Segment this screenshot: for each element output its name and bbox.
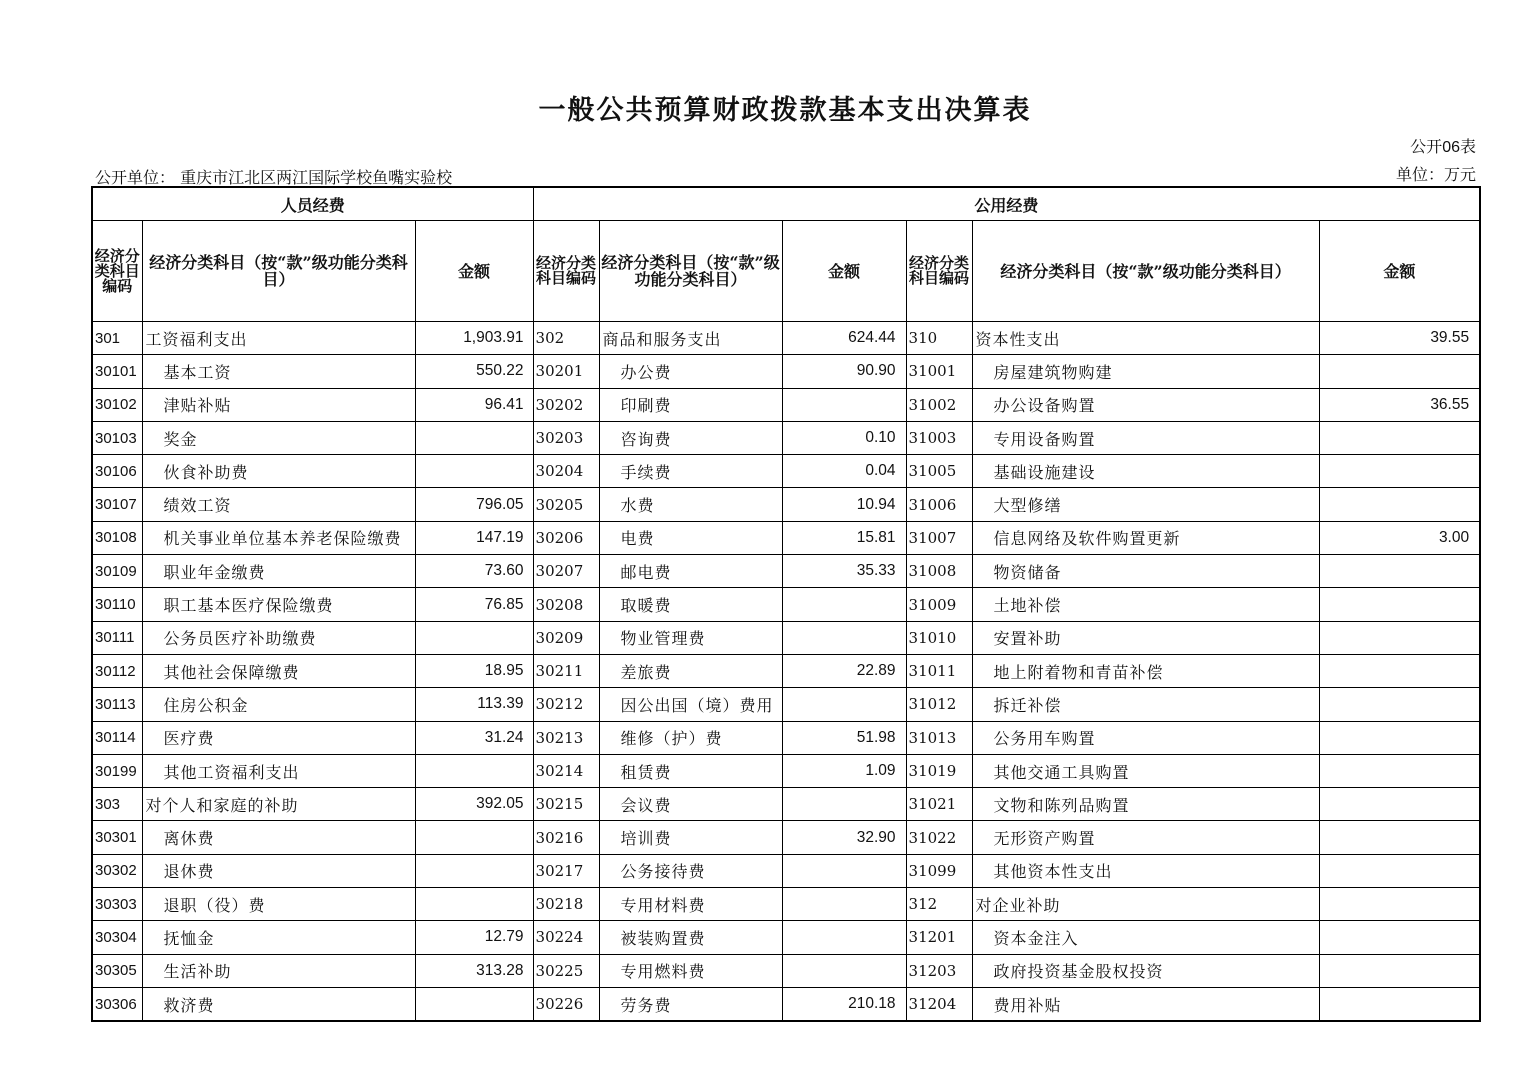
row-code-personnel: 30302: [92, 854, 142, 887]
row-amount-personnel: [415, 621, 533, 654]
row-code-personnel: 30114: [92, 721, 142, 754]
row-name-capital: 信息网络及软件购置更新: [972, 521, 1319, 554]
row-amount-personnel: 796.05: [415, 488, 533, 521]
row-name-goods: 商品和服务支出: [599, 322, 782, 355]
row-name-capital: 资本性支出: [972, 322, 1319, 355]
row-code-goods: 30214: [533, 754, 599, 787]
table-row: [92, 621, 1480, 654]
table-row: [92, 821, 1480, 854]
row-name-capital: 费用补贴: [972, 987, 1319, 1021]
row-name-capital: 房屋建筑物购建: [972, 355, 1319, 388]
row-name-capital: 办公设备购置: [972, 388, 1319, 421]
row-amount-capital: [1319, 488, 1480, 521]
column-header-name: 经济分类科目（按“款”级功能分类科目）: [599, 221, 782, 322]
row-code-personnel: 30301: [92, 821, 142, 854]
row-code-capital: 31022: [906, 821, 972, 854]
row-name-personnel: 医疗费: [142, 721, 415, 754]
row-name-goods: 租赁费: [599, 754, 782, 787]
row-amount-personnel: 147.19: [415, 521, 533, 554]
row-code-goods: 30224: [533, 921, 599, 954]
row-name-goods: 维修（护）费: [599, 721, 782, 754]
row-name-goods: 劳务费: [599, 987, 782, 1021]
row-code-personnel: 303: [92, 788, 142, 821]
row-code-capital: 31007: [906, 521, 972, 554]
row-code-capital: 31011: [906, 654, 972, 687]
row-amount-capital: [1319, 421, 1480, 454]
row-name-personnel: 绩效工资: [142, 488, 415, 521]
row-name-capital: 土地补偿: [972, 588, 1319, 621]
row-code-goods: 30207: [533, 555, 599, 588]
row-amount-goods: [782, 388, 906, 421]
row-amount-goods: 10.94: [782, 488, 906, 521]
row-amount-capital: [1319, 854, 1480, 887]
row-code-personnel: 30112: [92, 654, 142, 687]
row-name-capital: 资本金注入: [972, 921, 1319, 954]
row-code-goods: 30203: [533, 421, 599, 454]
row-code-goods: 30201: [533, 355, 599, 388]
table-body: [92, 322, 1480, 1022]
row-code-personnel: 30109: [92, 555, 142, 588]
row-name-goods: 水费: [599, 488, 782, 521]
row-code-goods: 302: [533, 322, 599, 355]
row-name-capital: 地上附着物和青苗补偿: [972, 654, 1319, 687]
row-amount-goods: [782, 621, 906, 654]
row-code-personnel: 30111: [92, 621, 142, 654]
row-code-personnel: 30107: [92, 488, 142, 521]
row-code-goods: 30213: [533, 721, 599, 754]
row-amount-goods: 624.44: [782, 322, 906, 355]
row-code-capital: 31008: [906, 555, 972, 588]
row-name-personnel: 退职（役）费: [142, 888, 415, 921]
row-name-personnel: 职工基本医疗保险缴费: [142, 588, 415, 621]
row-amount-personnel: 18.95: [415, 654, 533, 687]
table-row: [92, 555, 1480, 588]
row-code-goods: 30211: [533, 654, 599, 687]
row-code-personnel: 30113: [92, 688, 142, 721]
table-row: [92, 721, 1480, 754]
row-amount-personnel: 313.28: [415, 954, 533, 987]
row-code-capital: 31006: [906, 488, 972, 521]
row-name-capital: 其他交通工具购置: [972, 754, 1319, 787]
row-code-capital: 312: [906, 888, 972, 921]
row-amount-capital: [1319, 588, 1480, 621]
row-code-capital: 31005: [906, 455, 972, 488]
row-name-personnel: 生活补助: [142, 954, 415, 987]
row-code-personnel: 30303: [92, 888, 142, 921]
row-amount-personnel: [415, 455, 533, 488]
row-name-goods: 被装购置费: [599, 921, 782, 954]
table-row: [92, 521, 1480, 554]
form-number-prefix: 公开: [1410, 137, 1443, 156]
table-row: [92, 421, 1480, 454]
row-name-capital: 大型修缮: [972, 488, 1319, 521]
row-amount-capital: [1319, 654, 1480, 687]
row-name-personnel: 退休费: [142, 854, 415, 887]
row-name-goods: 咨询费: [599, 421, 782, 454]
row-name-personnel: 伙食补助费: [142, 455, 415, 488]
table-row: [92, 921, 1480, 954]
row-code-capital: 31002: [906, 388, 972, 421]
row-amount-goods: 32.90: [782, 821, 906, 854]
row-name-goods: 会议费: [599, 788, 782, 821]
currency-unit: 单位：万元: [1395, 165, 1476, 184]
row-amount-goods: 22.89: [782, 654, 906, 687]
table-row: [92, 355, 1480, 388]
column-header-code: 经济分类科目编码: [533, 221, 599, 322]
row-amount-goods: 90.90: [782, 355, 906, 388]
row-code-capital: 31204: [906, 987, 972, 1021]
row-name-personnel: 奖金: [142, 421, 415, 454]
row-amount-capital: [1319, 555, 1480, 588]
row-name-capital: 无形资产购置: [972, 821, 1319, 854]
row-amount-personnel: [415, 421, 533, 454]
row-code-personnel: 30110: [92, 588, 142, 621]
row-name-capital: 公务用车购置: [972, 721, 1319, 754]
row-amount-personnel: [415, 987, 533, 1021]
row-name-goods: 电费: [599, 521, 782, 554]
row-code-personnel: 30102: [92, 388, 142, 421]
row-name-goods: 办公费: [599, 355, 782, 388]
column-header-name: 经济分类科目（按“款”级功能分类科目）: [972, 221, 1319, 322]
row-code-capital: 31021: [906, 788, 972, 821]
row-name-goods: 邮电费: [599, 555, 782, 588]
row-name-capital: 对企业补助: [972, 888, 1319, 921]
row-amount-personnel: 113.39: [415, 688, 533, 721]
row-code-personnel: 30304: [92, 921, 142, 954]
row-amount-goods: [782, 588, 906, 621]
table-row: [92, 987, 1480, 1021]
row-amount-goods: [782, 854, 906, 887]
row-name-goods: 专用燃料费: [599, 954, 782, 987]
row-amount-capital: 39.55: [1319, 322, 1480, 355]
row-code-goods: 30225: [533, 954, 599, 987]
row-amount-goods: 210.18: [782, 987, 906, 1021]
row-amount-personnel: [415, 888, 533, 921]
row-code-personnel: 30103: [92, 421, 142, 454]
row-name-goods: 专用材料费: [599, 888, 782, 921]
row-code-goods: 30209: [533, 621, 599, 654]
row-name-personnel: 公务员医疗补助缴费: [142, 621, 415, 654]
row-code-capital: 31001: [906, 355, 972, 388]
row-code-goods: 30205: [533, 488, 599, 521]
row-amount-personnel: 1,903.91: [415, 322, 533, 355]
row-name-goods: 取暖费: [599, 588, 782, 621]
page-title: 一般公共预算财政拨款基本支出决算表: [538, 95, 1032, 126]
row-amount-goods: 0.04: [782, 455, 906, 488]
row-name-capital: 专用设备购置: [972, 421, 1319, 454]
row-code-capital: 31203: [906, 954, 972, 987]
row-name-personnel: 津贴补贴: [142, 388, 415, 421]
row-amount-personnel: 31.24: [415, 721, 533, 754]
row-name-capital: 拆迁补偿: [972, 688, 1319, 721]
row-name-capital: 安置补助: [972, 621, 1319, 654]
row-name-personnel: 机关事业单位基本养老保险缴费: [142, 521, 415, 554]
row-amount-goods: 15.81: [782, 521, 906, 554]
row-name-personnel: 基本工资: [142, 355, 415, 388]
table-row: [92, 455, 1480, 488]
row-name-personnel: 其他工资福利支出: [142, 754, 415, 787]
table-row: [92, 654, 1480, 687]
row-code-goods: 30217: [533, 854, 599, 887]
table-row: [92, 954, 1480, 987]
row-code-goods: 30206: [533, 521, 599, 554]
row-code-personnel: 30199: [92, 754, 142, 787]
row-code-personnel: 30306: [92, 987, 142, 1021]
row-code-capital: 31019: [906, 754, 972, 787]
form-number-value: 06: [1442, 139, 1460, 156]
row-amount-goods: [782, 888, 906, 921]
table-row: [92, 854, 1480, 887]
reporting-unit: 公开单位： 重庆市江北区两江国际学校鱼嘴实验校: [95, 168, 453, 187]
row-amount-capital: [1319, 754, 1480, 787]
row-amount-capital: 36.55: [1319, 388, 1480, 421]
table-row: [92, 788, 1480, 821]
row-amount-personnel: 76.85: [415, 588, 533, 621]
form-number: [1410, 134, 1476, 157]
row-name-goods: 因公出国（境）费用: [599, 688, 782, 721]
row-amount-goods: [782, 788, 906, 821]
row-amount-goods: 0.10: [782, 421, 906, 454]
row-amount-capital: [1319, 888, 1480, 921]
row-code-goods: 30202: [533, 388, 599, 421]
table-row: [92, 588, 1480, 621]
row-amount-personnel: 96.41: [415, 388, 533, 421]
table-row: [92, 388, 1480, 421]
row-name-goods: 公务接待费: [599, 854, 782, 887]
table-row: [92, 888, 1480, 921]
row-name-capital: 其他资本性支出: [972, 854, 1319, 887]
row-amount-goods: [782, 921, 906, 954]
row-amount-goods: [782, 954, 906, 987]
row-amount-personnel: [415, 854, 533, 887]
row-name-capital: 政府投资基金股权投资: [972, 954, 1319, 987]
row-name-personnel: 救济费: [142, 987, 415, 1021]
row-amount-personnel: 12.79: [415, 921, 533, 954]
row-amount-capital: [1319, 455, 1480, 488]
row-name-personnel: 职业年金缴费: [142, 555, 415, 588]
row-code-personnel: 30305: [92, 954, 142, 987]
row-code-capital: 31009: [906, 588, 972, 621]
row-code-goods: 30216: [533, 821, 599, 854]
row-name-capital: 物资储备: [972, 555, 1319, 588]
row-name-goods: 差旅费: [599, 654, 782, 687]
row-code-goods: 30215: [533, 788, 599, 821]
row-name-capital: 基础设施建设: [972, 455, 1319, 488]
row-amount-goods: 1.09: [782, 754, 906, 787]
row-amount-personnel: [415, 821, 533, 854]
row-amount-personnel: [415, 754, 533, 787]
row-name-personnel: 工资福利支出: [142, 322, 415, 355]
row-name-personnel: 住房公积金: [142, 688, 415, 721]
expenditure-table: [91, 186, 1481, 1022]
table-row: [92, 754, 1480, 787]
row-amount-capital: [1319, 688, 1480, 721]
row-amount-personnel: 73.60: [415, 555, 533, 588]
row-name-goods: 培训费: [599, 821, 782, 854]
row-name-goods: 手续费: [599, 455, 782, 488]
row-code-goods: 30204: [533, 455, 599, 488]
row-code-personnel: 30106: [92, 455, 142, 488]
row-name-goods: 印刷费: [599, 388, 782, 421]
row-code-capital: 31201: [906, 921, 972, 954]
row-code-goods: 30208: [533, 588, 599, 621]
row-code-goods: 30212: [533, 688, 599, 721]
table-row: [92, 488, 1480, 521]
row-code-personnel: 30108: [92, 521, 142, 554]
row-amount-personnel: 392.05: [415, 788, 533, 821]
row-name-personnel: 离休费: [142, 821, 415, 854]
column-header-code: 经济分类科目编码: [92, 221, 142, 322]
row-amount-capital: [1319, 355, 1480, 388]
row-code-personnel: 30101: [92, 355, 142, 388]
row-amount-capital: [1319, 921, 1480, 954]
row-code-capital: 31013: [906, 721, 972, 754]
column-header-code: 经济分类科目编码: [906, 221, 972, 322]
column-header-amount: 金额: [415, 221, 533, 322]
row-code-capital: 310: [906, 322, 972, 355]
row-amount-capital: 3.00: [1319, 521, 1480, 554]
table-row: [92, 322, 1480, 355]
row-code-capital: 31003: [906, 421, 972, 454]
group-public-header: 公用经费: [533, 187, 1480, 221]
row-amount-goods: [782, 688, 906, 721]
row-amount-capital: [1319, 954, 1480, 987]
row-amount-capital: [1319, 788, 1480, 821]
row-amount-capital: [1319, 821, 1480, 854]
row-amount-capital: [1319, 987, 1480, 1021]
column-header-amount: 金额: [782, 221, 906, 322]
row-amount-personnel: 550.22: [415, 355, 533, 388]
group-personnel-header: 人员经费: [92, 187, 533, 221]
row-amount-capital: [1319, 621, 1480, 654]
row-name-personnel: 对个人和家庭的补助: [142, 788, 415, 821]
row-name-personnel: 抚恤金: [142, 921, 415, 954]
row-amount-goods: 35.33: [782, 555, 906, 588]
column-header-amount: 金额: [1319, 221, 1480, 322]
row-name-personnel: 其他社会保障缴费: [142, 654, 415, 687]
row-code-capital: 31099: [906, 854, 972, 887]
row-amount-goods: 51.98: [782, 721, 906, 754]
row-code-goods: 30218: [533, 888, 599, 921]
row-amount-capital: [1319, 721, 1480, 754]
row-code-personnel: 301: [92, 322, 142, 355]
row-code-capital: 31012: [906, 688, 972, 721]
row-code-capital: 31010: [906, 621, 972, 654]
table-row: [92, 688, 1480, 721]
row-name-capital: 文物和陈列品购置: [972, 788, 1319, 821]
column-header-name: 经济分类科目（按“款”级功能分类科目）: [142, 221, 415, 322]
row-code-goods: 30226: [533, 987, 599, 1021]
row-name-goods: 物业管理费: [599, 621, 782, 654]
form-number-suffix: 表: [1459, 137, 1476, 156]
